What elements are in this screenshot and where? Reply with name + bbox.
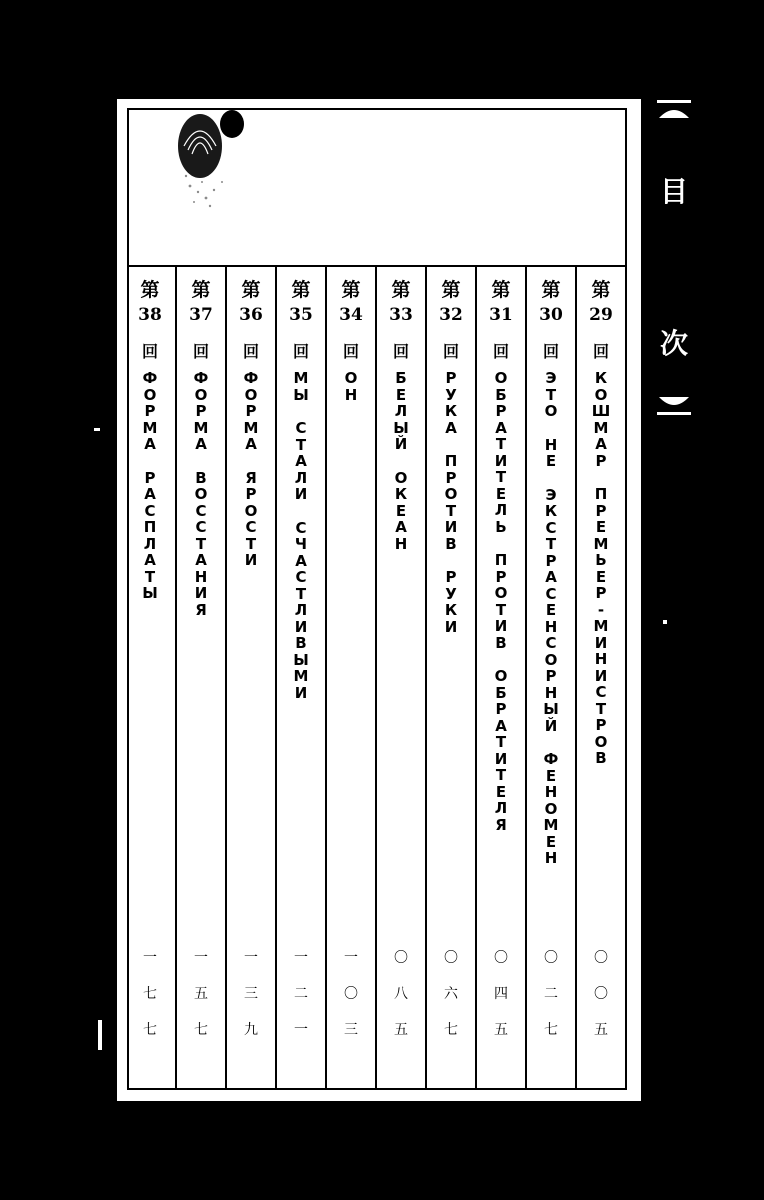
chapter-title [477, 370, 525, 850]
chapter-kanji: 第 [241, 279, 261, 301]
chapter-title-word: Б Е Л Ы Й [393, 369, 409, 453]
chapter-page-number: 一 二 一 [294, 950, 308, 1038]
chapter-title-word: Н Е [544, 435, 558, 470]
side-title [655, 100, 695, 420]
chapter-kai: 回 [392, 342, 409, 361]
chapter-title-word: Р У К А [444, 369, 458, 437]
chapter-title-word: Ф О Р М А [243, 369, 259, 453]
chapter-title [427, 370, 475, 652]
chapter-kanji: 第 [441, 279, 461, 301]
chapter-column [375, 265, 425, 1088]
chapter-column [125, 265, 175, 1088]
chapter-page-number: 一 〇 三 [344, 950, 358, 1038]
chapter-title-word: О К Е А Н [394, 468, 408, 553]
chapter-title-word: К О Ш М А Р [591, 369, 611, 470]
chapter-title-word: Ф О Р М А [193, 369, 209, 453]
chapter-title-word: Э К С Т Р А С Е Н С О Р Н Ы Й [543, 485, 559, 735]
speck [663, 620, 667, 624]
chapter-title [527, 370, 575, 884]
chapter-number: 31 [489, 305, 513, 325]
chapter-title-word: Ф Е Н О М Е Н [543, 750, 559, 867]
speck [94, 428, 100, 431]
chapter-title-word: Э Т О [544, 369, 558, 420]
fingerprint-illustration [170, 106, 250, 216]
chapter-page-number: 一 七 七 [143, 950, 157, 1038]
chapter-kanji: 第 [140, 279, 160, 301]
chapter-kai: 回 [141, 342, 158, 361]
chapter-title-word: П Р О Т И В [494, 551, 508, 652]
bracket-top-icon [657, 100, 691, 120]
chapter-number: 37 [189, 305, 213, 325]
chapter-title [577, 370, 625, 784]
chapter-title-word: Р У К И [444, 568, 458, 636]
chapter-title-word: М Ы [293, 369, 309, 404]
chapter-page-number: 一 三 九 [244, 950, 258, 1038]
chapter-column [425, 265, 475, 1088]
chapter-column [275, 265, 325, 1088]
chapter-title-word: П Р Е М Ь Е Р - М И Н И С Т Р О В [593, 485, 609, 767]
chapter-title [177, 370, 225, 635]
chapter-number: 35 [289, 305, 313, 325]
chapter-title-word: П Р О Т И В [444, 452, 458, 553]
chapter-kanji: 第 [491, 279, 511, 301]
chapter-column [575, 265, 625, 1088]
chapter-column [475, 265, 525, 1088]
chapter-title-word: О Б Р А Т И Т Е Л Я [494, 667, 508, 834]
chapter-kanji: 第 [291, 279, 311, 301]
chapter-number: 38 [138, 305, 162, 325]
chapter-kanji: 第 [191, 279, 211, 301]
bracket-bottom-icon [657, 395, 691, 415]
chapter-page-number: 〇 二 七 [544, 950, 558, 1038]
chapter-title [327, 370, 375, 420]
chapter-column [325, 265, 375, 1088]
chapter-kanji: 第 [591, 279, 611, 301]
side-kanji-1: 目 [660, 175, 689, 208]
chapter-title-word: С Т А Л И [294, 419, 308, 503]
chapter-title [377, 370, 425, 569]
chapter-page-number: 〇 〇 五 [594, 950, 608, 1038]
chapter-page-number: 〇 八 五 [394, 950, 408, 1038]
chapter-kanji: 第 [391, 279, 411, 301]
chapter-kai: 回 [342, 342, 359, 361]
chapter-title-word: Р А С П Л А Т Ы [142, 468, 158, 602]
chapter-title-word: В О С С Т А Н И Я [194, 468, 208, 619]
chapter-column [525, 265, 575, 1088]
toc-frame [127, 108, 627, 1090]
chapter-title-word: Я Р О С Т И [244, 468, 258, 569]
chapter-title [227, 370, 275, 586]
chapter-kai: 回 [242, 342, 259, 361]
speck [98, 1020, 102, 1050]
chapter-title-word: С Ч А С Т Л И В Ы М И [293, 518, 309, 702]
chapter-title-word: О Б Р А Т И Т Е Л Ь [494, 369, 508, 536]
chapter-column [175, 265, 225, 1088]
chapter-column [225, 265, 275, 1088]
chapter-number: 33 [389, 305, 413, 325]
chapter-title-word: О Н [344, 369, 358, 404]
chapter-kai: 回 [492, 342, 509, 361]
chapter-title [125, 370, 175, 619]
toc-page [117, 99, 641, 1101]
chapter-kai: 回 [542, 342, 559, 361]
chapter-kanji: 第 [541, 279, 561, 301]
chapter-number: 29 [589, 305, 613, 325]
chapter-title [277, 370, 325, 718]
chapter-columns [129, 265, 625, 1088]
chapter-kai: 回 [192, 342, 209, 361]
chapter-page-number: 〇 四 五 [494, 950, 508, 1038]
chapter-page-number: 一 五 七 [194, 950, 208, 1038]
chapter-number: 30 [539, 305, 563, 325]
chapter-number: 32 [439, 305, 463, 325]
chapter-kai: 回 [592, 342, 609, 361]
chapter-kai: 回 [292, 342, 309, 361]
chapter-title-word: Ф О Р М А [142, 369, 158, 453]
chapter-kanji: 第 [341, 279, 361, 301]
side-kanji-2: 次 [660, 327, 689, 360]
chapter-number: 34 [339, 305, 363, 325]
chapter-page-number: 〇 六 七 [444, 950, 458, 1038]
chapter-kai: 回 [442, 342, 459, 361]
chapter-number: 36 [239, 305, 263, 325]
